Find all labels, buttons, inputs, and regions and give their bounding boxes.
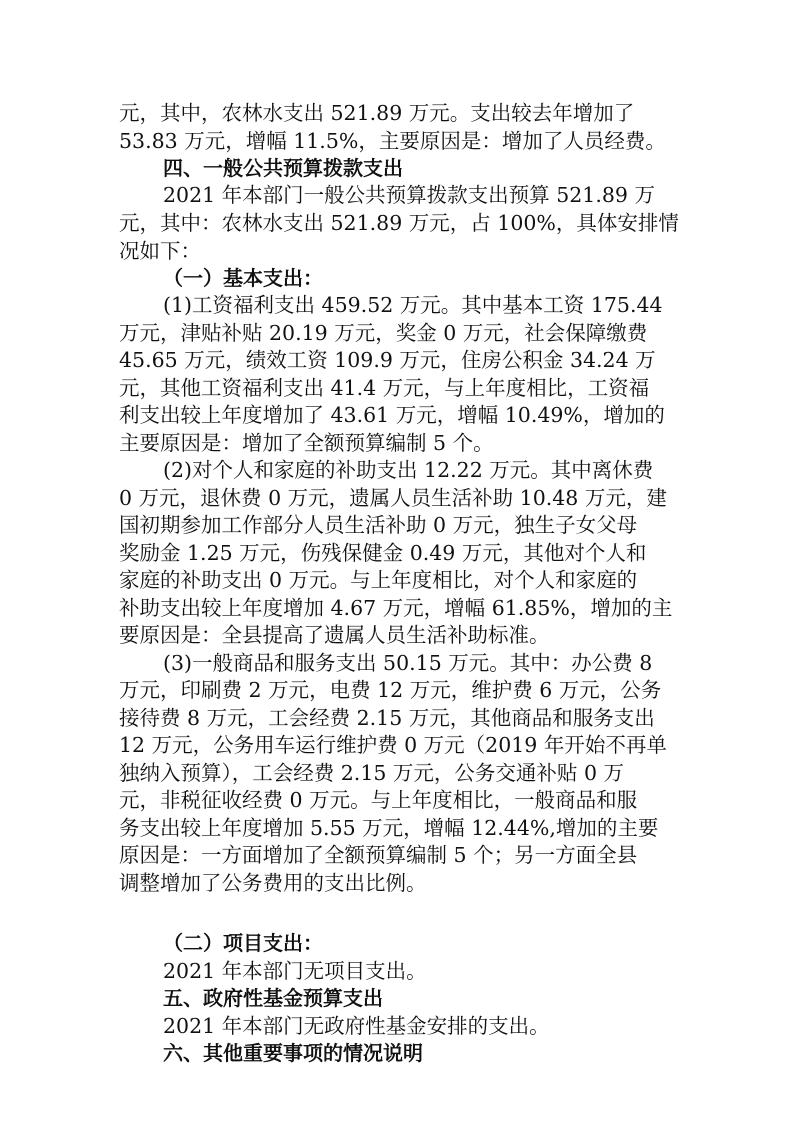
body-line: 原因是：一方面增加了全额预算编制 5 个；另一方面全县 (119, 843, 638, 867)
body-line: 利支出较上年度增加了 43.61 万元，增幅 10.49%，增加的 (119, 403, 665, 427)
body-line: 国初期参加工作部分人员生活补助 0 万元，独生子女父母 (119, 513, 638, 537)
body-line: 家庭的补助支出 0 万元。与上年度相比，对个人和家庭的 (119, 568, 638, 592)
body-line: (1)工资福利支出 459.52 万元。其中基本工资 175.44 (163, 293, 663, 317)
body-line: 万元，津贴补贴 20.19 万元，奖金 0 万元，社会保障缴费 (119, 321, 648, 345)
body-line: 奖励金 1.25 万元，伤残保健金 0.49 万元，其他对个人和 (119, 541, 647, 565)
body-line: 元，非税征收经费 0 万元。与上年度相比，一般商品和服 (119, 788, 638, 812)
body-line: 独纳入预算），工会经费 2.15 万元，公务交通补贴 0 万 (119, 761, 625, 785)
body-line: 补助支出较上年度增加 4.67 万元，增幅 61.85%，增加的主 (119, 596, 673, 620)
body-line: 况如下： (119, 239, 201, 263)
body-line: 调整增加了公务费用的支出比例。 (119, 871, 427, 895)
body-line: 主要原因是：增加了全额预算编制 5 个。 (119, 431, 494, 455)
body-line: 2021 年本部门一般公共预算拨款支出预算 521.89 万 (163, 183, 655, 207)
body-line: 务支出较上年度增加 5.55 万元，增幅 12.44%,增加的主要 (119, 816, 659, 840)
body-line: 2021 年本部门无政府性基金安排的支出。 (163, 1014, 550, 1038)
body-line: 2021 年本部门无项目支出。 (163, 959, 427, 983)
subsection-heading: （一）基本支出： (163, 266, 323, 290)
body-line: (3)一般商品和服务支出 50.15 万元。其中：办公费 8 (163, 651, 653, 675)
body-line: 元，其中，农林水支出 521.89 万元。支出较去年增加了 (119, 101, 635, 125)
body-line: 53.83 万元，增幅 11.5%，主要原因是：增加了人员经费。 (119, 129, 666, 153)
body-line: 要原因是：全县提高了遗属人员生活补助标准。 (119, 623, 550, 647)
body-line: (2)对个人和家庭的补助支出 12.22 万元。其中离休费 (163, 458, 654, 482)
body-line: 万元，印刷费 2 万元，电费 12 万元，维护费 6 万元，公务 (119, 678, 662, 702)
subsection-heading: （二）项目支出： (163, 931, 323, 955)
body-line: 接待费 8 万元，工会经费 2.15 万元，其他商品和服务支出 (119, 706, 655, 730)
body-line: 元，其中：农林水支出 521.89 万元，占 100%，具体安排情 (119, 211, 679, 235)
body-line: 45.65 万元，绩效工资 109.9 万元，住房公积金 34.24 万 (119, 348, 656, 372)
body-line: 12 万元，公务用车运行维护费 0 万元（2019 年开始不再单 (119, 733, 667, 757)
section-heading: 六、其他重要事项的情况说明 (163, 1041, 423, 1065)
section-heading: 五、政府性基金预算支出 (163, 986, 383, 1010)
body-line: 元，其他工资福利支出 41.4 万元，与上年度相比，工资福 (119, 376, 650, 400)
section-heading: 四、一般公共预算拨款支出 (163, 156, 403, 180)
body-line: 0 万元，退休费 0 万元，遗属人员生活补助 10.48 万元，建 (119, 486, 667, 510)
